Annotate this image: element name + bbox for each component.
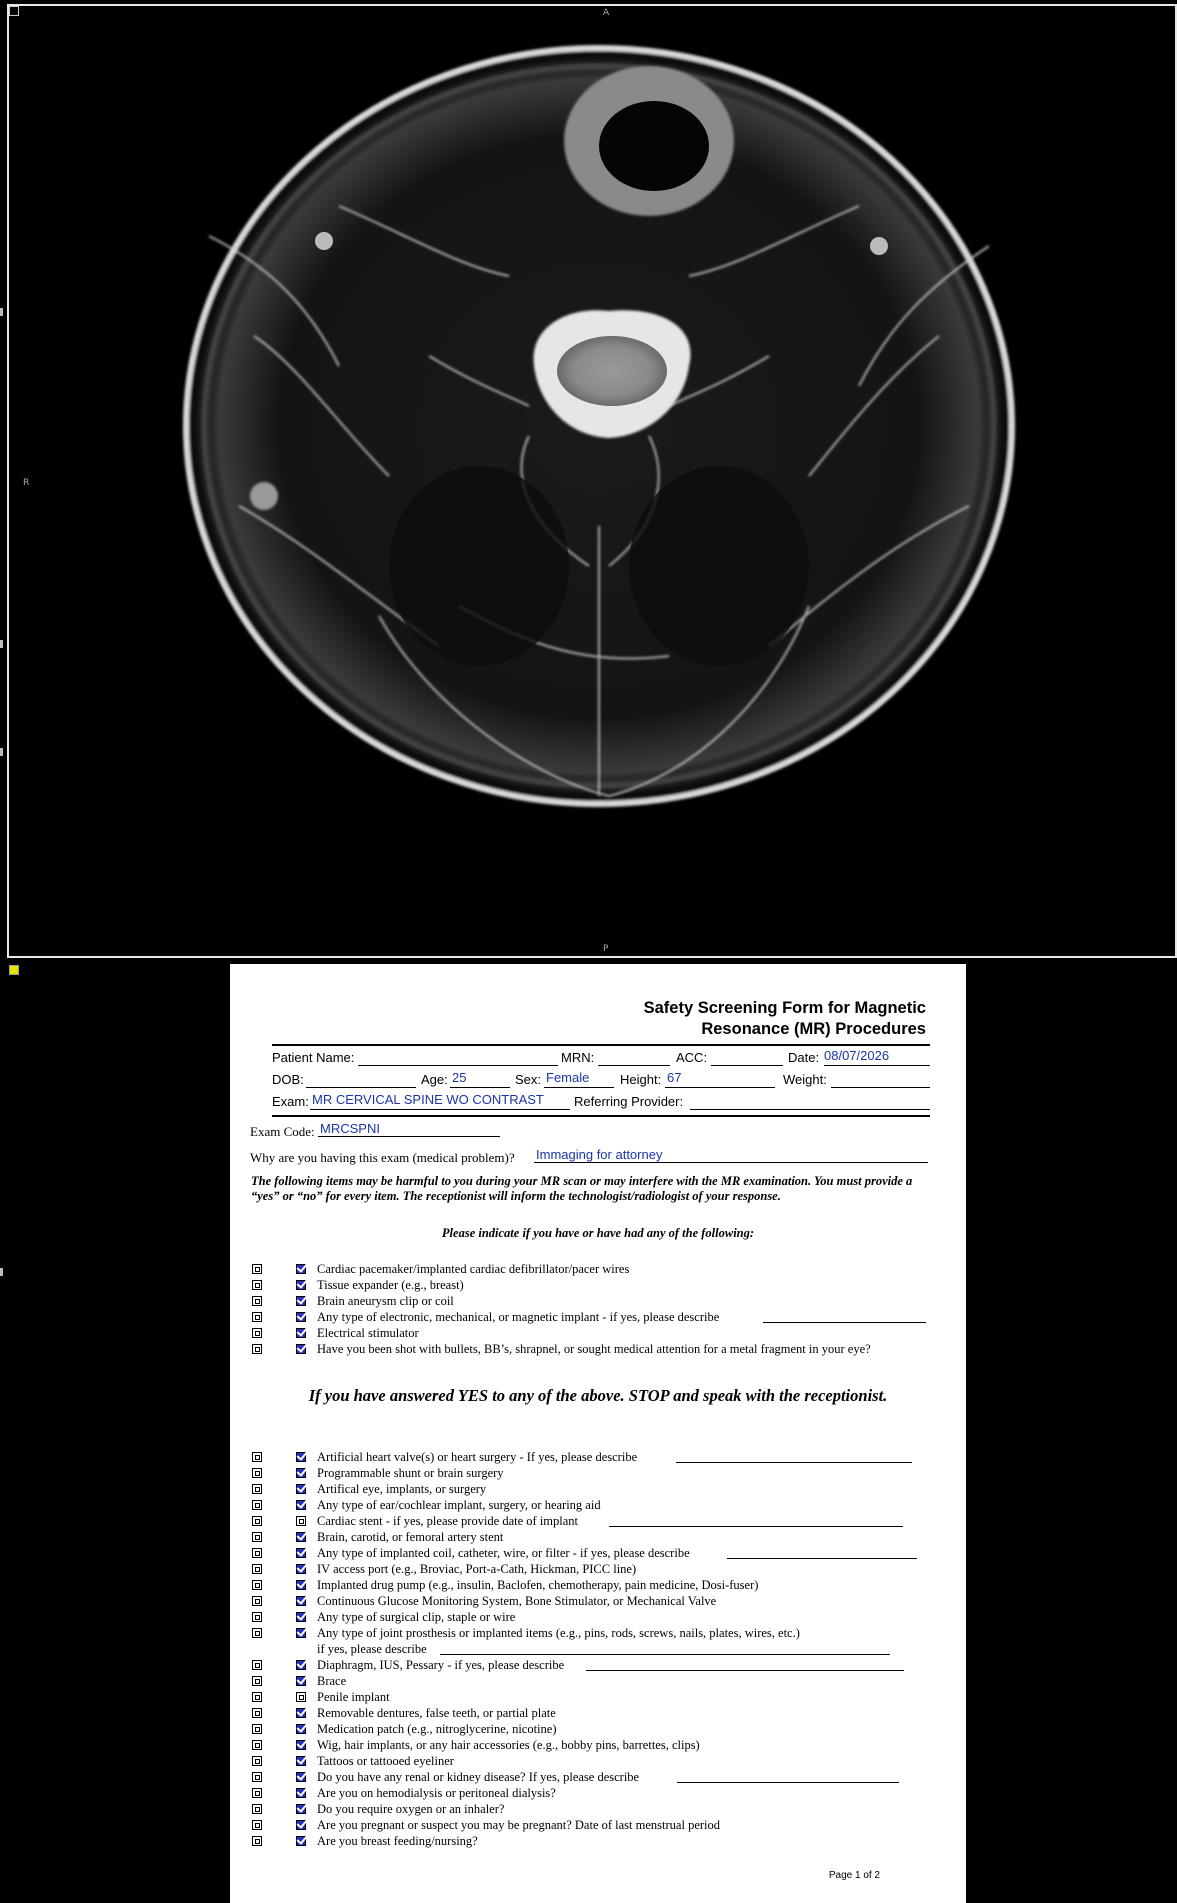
question-row <box>230 1450 966 1466</box>
describe-line[interactable] <box>763 1322 926 1323</box>
question-text: Any type of ear/cochlear implant, surgery, or hearing aid <box>317 1498 601 1512</box>
question-row <box>230 1786 966 1802</box>
question-row <box>230 1562 966 1578</box>
viewport-select-marker[interactable] <box>9 6 19 16</box>
question-row <box>230 1658 966 1674</box>
mrn-line[interactable] <box>598 1065 670 1066</box>
question-text: Continuous Glucose Monitoring System, Bone Stimulator, or Mechanical Valve <box>317 1594 717 1608</box>
acc-label: ACC: <box>676 1050 708 1065</box>
no-checkbox[interactable] <box>252 1820 262 1830</box>
question-row <box>230 1722 966 1738</box>
yes-checkbox-checked[interactable] <box>296 1532 306 1542</box>
acc-line[interactable] <box>711 1065 783 1066</box>
yes-checkbox-checked[interactable] <box>296 1548 306 1558</box>
question-row <box>230 1674 966 1690</box>
exam-value[interactable]: MR CERVICAL SPINE WO CONTRAST <box>312 1092 544 1107</box>
yes-checkbox-checked[interactable] <box>296 1596 306 1606</box>
sex-label: Sex: <box>515 1072 542 1087</box>
yes-checkbox-checked[interactable] <box>296 1580 306 1590</box>
no-checkbox[interactable] <box>252 1596 262 1606</box>
question-text: Artifical eye, implants, or surgery <box>317 1482 487 1496</box>
question-row <box>230 1498 966 1514</box>
height-label: Height: <box>620 1072 662 1087</box>
weight-line[interactable] <box>831 1087 930 1088</box>
question-text: Brace <box>317 1674 347 1688</box>
exam-line <box>310 1109 570 1110</box>
question-row <box>230 1466 966 1482</box>
question-text: Implanted drug pump (e.g., insulin, Baclofen, chemotherapy, pain medicine, Dosi-fuser) <box>317 1578 759 1592</box>
question-text: Do you have any renal or kidney disease? If yes, please describe <box>317 1770 640 1784</box>
no-checkbox[interactable] <box>252 1708 262 1718</box>
question-row <box>230 1690 966 1706</box>
edge-marker <box>0 640 3 648</box>
no-checkbox[interactable] <box>252 1724 262 1734</box>
age-line <box>450 1087 510 1088</box>
describe-line[interactable] <box>676 1462 912 1463</box>
question-row <box>230 1706 966 1722</box>
screening-form-page <box>230 964 966 1903</box>
yes-checkbox-checked[interactable] <box>296 1280 306 1290</box>
form-title <box>644 998 926 1040</box>
yes-checkbox-checked[interactable] <box>296 1468 306 1478</box>
question-row <box>230 1514 966 1530</box>
question-row <box>230 1262 966 1278</box>
intro-text: The following items may be harmful to you during your MR scan or may interfere with the MR examination. You must provide a “yes” or “no” for every item. The receptionist will inform the technologist/radiologist of your response. <box>251 1174 913 1203</box>
no-checkbox[interactable] <box>252 1564 262 1574</box>
question-row <box>230 1310 966 1326</box>
sex-line <box>544 1087 614 1088</box>
describe-line[interactable] <box>727 1558 917 1559</box>
yes-checkbox-checked[interactable] <box>296 1328 306 1338</box>
dob-line[interactable] <box>306 1087 416 1088</box>
question-row <box>230 1802 966 1818</box>
question-row <box>230 1326 966 1342</box>
height-line <box>665 1087 775 1088</box>
question-row <box>230 1610 966 1626</box>
question-text: Removable dentures, false teeth, or partial plate <box>317 1706 556 1720</box>
edge-marker <box>0 1268 3 1276</box>
no-checkbox[interactable] <box>252 1264 262 1274</box>
question-text: Have you been shot with bullets, BB’s, shrapnel, or sought medical attention for a metal fragment in your eye? <box>317 1342 871 1356</box>
no-checkbox[interactable] <box>252 1280 262 1290</box>
question-row <box>230 1578 966 1594</box>
question-text: Diaphragm, IUS, Pessary - if yes, please describe <box>317 1658 565 1672</box>
mri-axial-image <box>9 6 1175 956</box>
referring-provider-line[interactable] <box>690 1109 930 1110</box>
question-text: Any type of implanted coil, catheter, wire, or filter - if yes, please describe <box>317 1546 690 1560</box>
date-value[interactable]: 08/07/2026 <box>824 1048 890 1063</box>
no-checkbox[interactable] <box>252 1740 262 1750</box>
question-row <box>230 1546 966 1562</box>
question-row <box>230 1738 966 1754</box>
date-line <box>824 1065 930 1066</box>
no-checkbox[interactable] <box>252 1756 262 1766</box>
question-row <box>230 1818 966 1834</box>
exam-code-label: Exam Code: <box>250 1124 315 1139</box>
yes-checkbox-checked[interactable] <box>296 1756 306 1766</box>
form-title-line2: Resonance (MR) Procedures <box>701 1020 926 1038</box>
question-text: Medication patch (e.g., nitroglycerine, nicotine) <box>317 1722 557 1736</box>
no-checkbox[interactable] <box>252 1804 262 1814</box>
document-select-marker[interactable] <box>9 965 19 975</box>
describe-line[interactable] <box>609 1526 903 1527</box>
no-checkbox[interactable] <box>252 1676 262 1686</box>
question-text: Brain aneurysm clip or coil <box>317 1294 454 1308</box>
question-text: Artificial heart valve(s) or heart surgery - If yes, please describe <box>317 1450 638 1464</box>
mri-viewport[interactable] <box>7 4 1177 958</box>
age-value[interactable]: 25 <box>452 1070 467 1085</box>
yes-checkbox-checked[interactable] <box>296 1772 306 1782</box>
yes-checkbox-unchecked[interactable] <box>296 1692 306 1702</box>
question-text: IV access port (e.g., Broviac, Port-a-Cath, Hickman, PICC line) <box>317 1562 637 1576</box>
question-text: Tissue expander (e.g., breast) <box>317 1278 464 1292</box>
describe-line[interactable] <box>586 1670 904 1671</box>
no-checkbox[interactable] <box>252 1580 262 1590</box>
no-checkbox[interactable] <box>252 1500 262 1510</box>
page-number: Page 1 of 2 <box>828 1870 880 1881</box>
question-row <box>230 1754 966 1770</box>
question-row <box>230 1278 966 1294</box>
yes-checkbox-checked[interactable] <box>296 1484 306 1494</box>
yes-checkbox-checked[interactable] <box>296 1452 306 1462</box>
date-label: Date: <box>788 1050 820 1065</box>
edge-marker <box>0 748 3 756</box>
no-checkbox[interactable] <box>252 1484 262 1494</box>
question-row <box>230 1770 966 1786</box>
header-rule <box>272 1044 930 1046</box>
no-checkbox[interactable] <box>252 1548 262 1558</box>
question-text: Programmable shunt or brain surgery <box>317 1466 504 1480</box>
yes-checkbox-checked[interactable] <box>296 1296 306 1306</box>
no-checkbox[interactable] <box>252 1516 262 1526</box>
header-bottom-rule <box>272 1115 930 1117</box>
patient-name-line[interactable] <box>358 1065 558 1066</box>
no-checkbox[interactable] <box>252 1532 262 1542</box>
no-checkbox[interactable] <box>252 1468 262 1478</box>
orientation-top: A <box>603 8 610 18</box>
question-row <box>230 1626 966 1658</box>
yes-checkbox-checked[interactable] <box>296 1628 306 1638</box>
no-checkbox[interactable] <box>252 1344 262 1354</box>
describe-line[interactable] <box>677 1782 899 1783</box>
stop-warning: If you have answered YES to any of the above. STOP and speak with the receptionist. <box>308 1386 888 1405</box>
yes-checkbox-checked[interactable] <box>296 1788 306 1798</box>
orientation-left: R <box>23 478 30 488</box>
no-checkbox[interactable] <box>252 1692 262 1702</box>
why-value[interactable]: Immaging for attorney <box>536 1147 663 1162</box>
yes-checkbox-checked[interactable] <box>296 1708 306 1718</box>
question-text: Any type of surgical clip, staple or wire <box>317 1610 516 1624</box>
yes-checkbox-checked[interactable] <box>296 1344 306 1354</box>
indicate-text: Please indicate if you have or have had any of the following: <box>441 1226 755 1240</box>
question-text: Wig, hair implants, or any hair accessories (e.g., bobby pins, barrettes, clips) <box>317 1738 700 1752</box>
yes-checkbox-checked[interactable] <box>296 1676 306 1686</box>
no-checkbox[interactable] <box>252 1772 262 1782</box>
weight-label: Weight: <box>783 1072 827 1087</box>
height-value[interactable]: 67 <box>667 1070 682 1085</box>
yes-checkbox-checked[interactable] <box>296 1264 306 1274</box>
question-text: Are you breast feeding/nursing? <box>317 1834 478 1848</box>
orientation-bottom: P <box>603 944 609 954</box>
yes-checkbox-checked[interactable] <box>296 1740 306 1750</box>
yes-checkbox-checked[interactable] <box>296 1564 306 1574</box>
question-text: Do you require oxygen or an inhaler? <box>317 1802 505 1816</box>
question-text: Any type of electronic, mechanical, or magnetic implant - if yes, please describe <box>317 1310 720 1324</box>
question-row <box>230 1530 966 1546</box>
no-checkbox[interactable] <box>252 1296 262 1306</box>
no-checkbox[interactable] <box>252 1836 262 1846</box>
patient-name-label: Patient Name: <box>272 1050 355 1065</box>
exam-code-line <box>318 1136 500 1137</box>
no-checkbox[interactable] <box>252 1660 262 1670</box>
question-text: Tattoos or tattooed eyeliner <box>317 1754 454 1768</box>
sex-value[interactable]: Female <box>546 1070 590 1085</box>
yes-checkbox-checked[interactable] <box>296 1836 306 1846</box>
question-text: Any type of joint prosthesis or implanted items (e.g., pins, rods, screws, nails, plates, wires, etc.) <box>317 1626 800 1640</box>
question-row <box>230 1294 966 1310</box>
no-checkbox[interactable] <box>252 1452 262 1462</box>
question-row <box>230 1482 966 1498</box>
no-checkbox[interactable] <box>252 1312 262 1322</box>
yes-checkbox-checked[interactable] <box>296 1612 306 1622</box>
no-checkbox[interactable] <box>252 1628 262 1638</box>
question-text: Penile implant <box>317 1690 390 1704</box>
edge-marker <box>0 308 3 316</box>
why-line <box>534 1162 928 1163</box>
question-row <box>230 1594 966 1610</box>
question-row <box>230 1834 966 1850</box>
yes-checkbox-checked[interactable] <box>296 1660 306 1670</box>
question-text: Electrical stimulator <box>317 1326 419 1340</box>
question-text-continued: if yes, please describe <box>317 1642 427 1656</box>
yes-checkbox-checked[interactable] <box>296 1804 306 1814</box>
question-row <box>230 1342 966 1374</box>
describe-line[interactable] <box>440 1654 890 1655</box>
mrn-label: MRN: <box>561 1050 595 1065</box>
yes-checkbox-checked[interactable] <box>296 1500 306 1510</box>
yes-checkbox-checked[interactable] <box>296 1820 306 1830</box>
form-title-line1: Safety Screening Form for Magnetic <box>643 999 926 1017</box>
yes-checkbox-checked[interactable] <box>296 1724 306 1734</box>
exam-label: Exam: <box>272 1094 309 1109</box>
no-checkbox[interactable] <box>252 1328 262 1338</box>
question-text: Cardiac stent - if yes, please provide date of implant <box>317 1514 579 1528</box>
question-text: Cardiac pacemaker/implanted cardiac defibrillator/pacer wires <box>317 1262 630 1276</box>
exam-code-value[interactable]: MRCSPNI <box>320 1121 380 1136</box>
why-label: Why are you having this exam (medical problem)? <box>250 1150 515 1165</box>
no-checkbox[interactable] <box>252 1612 262 1622</box>
yes-checkbox-checked[interactable] <box>296 1312 306 1322</box>
referring-provider-label: Referring Provider: <box>574 1094 684 1109</box>
age-label: Age: <box>421 1072 448 1087</box>
dob-label: DOB: <box>272 1072 304 1087</box>
question-text: Brain, carotid, or femoral artery stent <box>317 1530 504 1544</box>
question-text: Are you on hemodialysis or peritoneal dialysis? <box>317 1786 556 1800</box>
no-checkbox[interactable] <box>252 1788 262 1798</box>
yes-checkbox-unchecked[interactable] <box>296 1516 306 1526</box>
question-text: Are you pregnant or suspect you may be pregnant? Date of last menstrual period <box>317 1818 720 1832</box>
